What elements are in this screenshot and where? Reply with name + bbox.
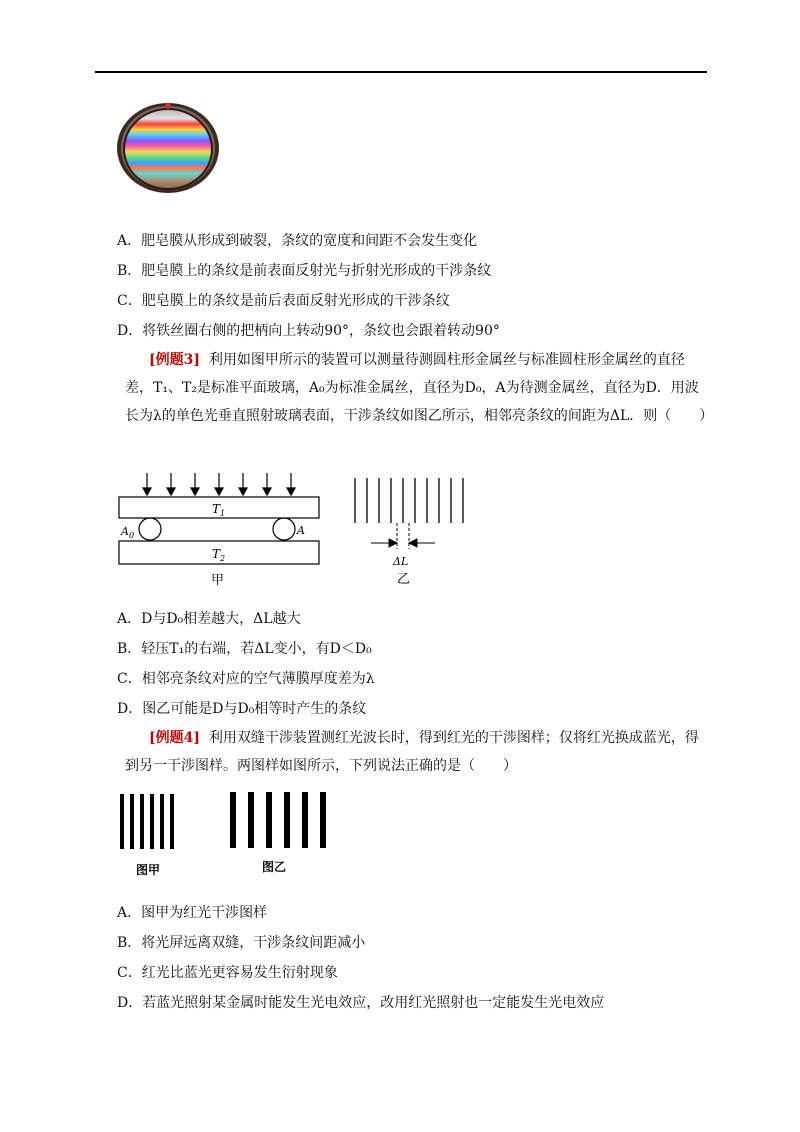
q3-tag: [例题3] <box>149 352 200 368</box>
q2-option-a: A．肥皂膜从形成到破裂，条纹的宽度和间距不会发生变化 <box>117 233 478 249</box>
caption-yi: 乙 <box>397 572 411 587</box>
q2-option-b: B．肥皂膜上的条纹是前表面反射光与折射光形成的干涉条纹 <box>117 263 492 279</box>
label-delta-l: ΔL <box>393 555 409 568</box>
q4-tag: [例题4] <box>149 730 200 746</box>
header-rule <box>95 71 707 73</box>
q3-option-b: B．轻压T₁的右端，若ΔL变小，有D＜D₀ <box>117 641 372 657</box>
label-t1: $T_1$ <box>212 502 226 518</box>
label-a: A <box>297 524 305 537</box>
q3-question <box>125 346 714 430</box>
caption-jia: 甲 <box>211 573 225 588</box>
q4-question <box>125 724 710 780</box>
q4-figure-patterns <box>112 788 332 880</box>
q4-option-c: C．红光比蓝光更容易发生衍射现象 <box>117 965 338 981</box>
q4-option-d: D．若蓝光照射某金属时能发生光电效应，改用红光照射也一定能发生光电效应 <box>117 995 605 1011</box>
q4-stem: 利用双缝干涉装置测红光波长时，得到红光的干涉图样；仅将红光换成蓝光，得到另一干涉图样。两图样如图所示，下列说法正确的是（ ） <box>125 730 699 774</box>
q3-figure-apparatus <box>112 470 327 590</box>
pattern-yi <box>230 792 326 848</box>
q2-option-c: C．肥皂膜上的条纹是前后表面反射光形成的干涉条纹 <box>117 293 450 309</box>
caption-tu-yi: 图乙 <box>262 860 287 874</box>
wire-a <box>273 518 295 540</box>
q3-option-d: D．图乙可能是D与D₀相等时产生的条纹 <box>117 701 367 717</box>
q2-option-d: D．将铁丝圈右侧的把柄向上转动90°，条纹也会跟着转动90° <box>117 323 500 339</box>
q3-option-c: C．相邻亮条纹对应的空气薄膜厚度差为λ <box>117 671 375 687</box>
soap-film-image <box>116 102 220 194</box>
q3-figure-fringes <box>345 475 475 590</box>
q3-stem: 利用如图甲所示的装置可以测量待测圆柱形金属丝与标准圆柱形金属丝的直径差，T₁、T₂是标准平面玻璃，A₀为标准金属丝，直径为D₀，A为待测金属丝，直径为D．用波长为λ的单色光垂直照射玻璃表面，干涉条纹如图乙所示，相邻亮条纹的间距为ΔL．则（ ） <box>125 352 714 424</box>
pattern-jia <box>120 794 174 849</box>
caption-tu-jia: 图甲 <box>136 863 161 877</box>
wire-a0 <box>139 518 161 540</box>
q3-option-a: A．D与D₀相差越大，ΔL越大 <box>117 611 301 627</box>
q4-option-b: B．将光屏远离双缝，干涉条纹间距减小 <box>117 935 366 951</box>
label-t2: $T_2$ <box>212 547 226 563</box>
q4-option-a: A．图甲为红光干涉图样 <box>117 905 268 921</box>
label-a0: $A_0$ <box>121 525 135 540</box>
